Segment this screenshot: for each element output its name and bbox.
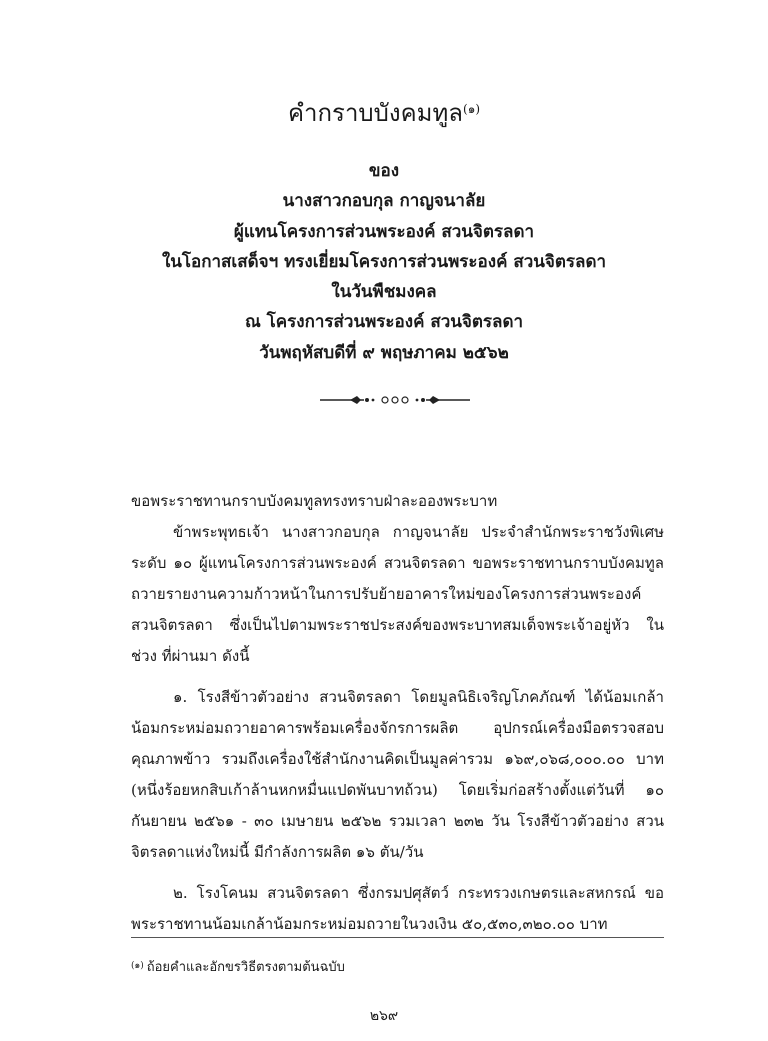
- paragraph-item-1: ๑. โรงสีข้าวตัวอย่าง สวนจิตรลดา โดยมูลนิธิเจริญโภคภัณฑ์ ได้น้อมเกล้า น้อมกระหม่อมถวายอาคารพร้อมเครื่องจักรการผลิต อุปกรณ์เครื่องมือตรวจสอบ คุณภาพข้าว รวมถึงเครื่องใช้สำนักงานคิดเป็นมูลค่ารวม ๑๖๙,๐๖๘,๐๐๐.๐๐ บาท (หนึ่งร้อยหกสิบเก้าล้านหกหมื่นแปดพันบาทถ้วน) โดยเริ่มก่อสร้างตั้งแต่วันที่ ๑๐ กันยายน ๒๕๖๑ - ๓๐ เมษายน ๒๕๖๒ รวมเวลา ๒๓๒ วัน โรงสีข้าวตัวอย่าง สวนจิตรลดาแห่งใหม่นี้ มีกำลังการผลิต ๑๖ ตัน/วัน: [131, 688, 664, 861]
- title-text: คำกราบบังคมทูล: [287, 99, 464, 127]
- subheading-line: นางสาวกอบกุล กาญจนาลัย: [282, 191, 486, 212]
- divider-ornament: [320, 392, 470, 408]
- paragraph: ข้าพระพุทธเจ้า นางสาวกอบกุล กาญจนาลัย ประจำสำนักพระราชวังพิเศษ ระดับ ๑๐ ผู้แทนโครงการส่วนพระองค์ สวนจิตรลดา ขอพระราชทานกราบบังคมทูล ถวายรายงานความก้าวหน้าในการปรับย้ายอาคารใหม่ของโครงการส่วนพระองค์ สวนจิตรลดา ซึ่งเป็นไปตามพระราชประสงค์ของพระบาทสมเด็จพระเจ้าอยู่หัว ในช่วง ที่ผ่านมา ดังนี้: [131, 523, 664, 665]
- title-footnote-mark: (๑): [463, 102, 480, 116]
- subheading-line: ในวันพืชมงคล: [331, 282, 437, 303]
- subheading-line: ณ โครงการส่วนพระองค์ สวนจิตรลดา: [244, 312, 524, 333]
- footnote: [131, 958, 345, 978]
- subheading-block: [0, 156, 768, 368]
- subheading-line: ของ: [368, 161, 400, 181]
- footnote-mark: (๑): [131, 961, 144, 971]
- subheading-line: ในโอกาสเสด็จฯ ทรงเยี่ยมโครงการส่วนพระองค์ สวนจิตรลดา: [161, 251, 607, 272]
- page-number: ๒๖๙: [369, 1008, 399, 1024]
- subheading-line: ผู้แทนโครงการส่วนพระองค์ สวนจิตรลดา: [233, 221, 535, 242]
- body-text: [131, 486, 664, 940]
- paragraph-item-2: ๒. โรงโคนม สวนจิตรลดา ซึ่งกรมปศุสัตว์ กระทรวงเกษตรและสหกรณ์ ขอพระราชทานน้อมเกล้าน้อมกระหม่อมถวายในวงเงิน ๕๐,๕๓๐,๓๒๐.๐๐ บาท: [131, 884, 664, 933]
- footnote-text: ถ้อยคำและอักขรวิธีตรงตามต้นฉบับ: [146, 960, 345, 975]
- footnote-rule: [131, 937, 664, 938]
- page-title: [0, 96, 768, 130]
- subheading-line: วันพฤหัสบดีที่ ๙ พฤษภาคม ๒๕๖๒: [259, 342, 509, 363]
- salutation: ขอพระราชทานกราบบังคมทูลทรงทราบฝ่าละอองพระบาท: [131, 492, 498, 510]
